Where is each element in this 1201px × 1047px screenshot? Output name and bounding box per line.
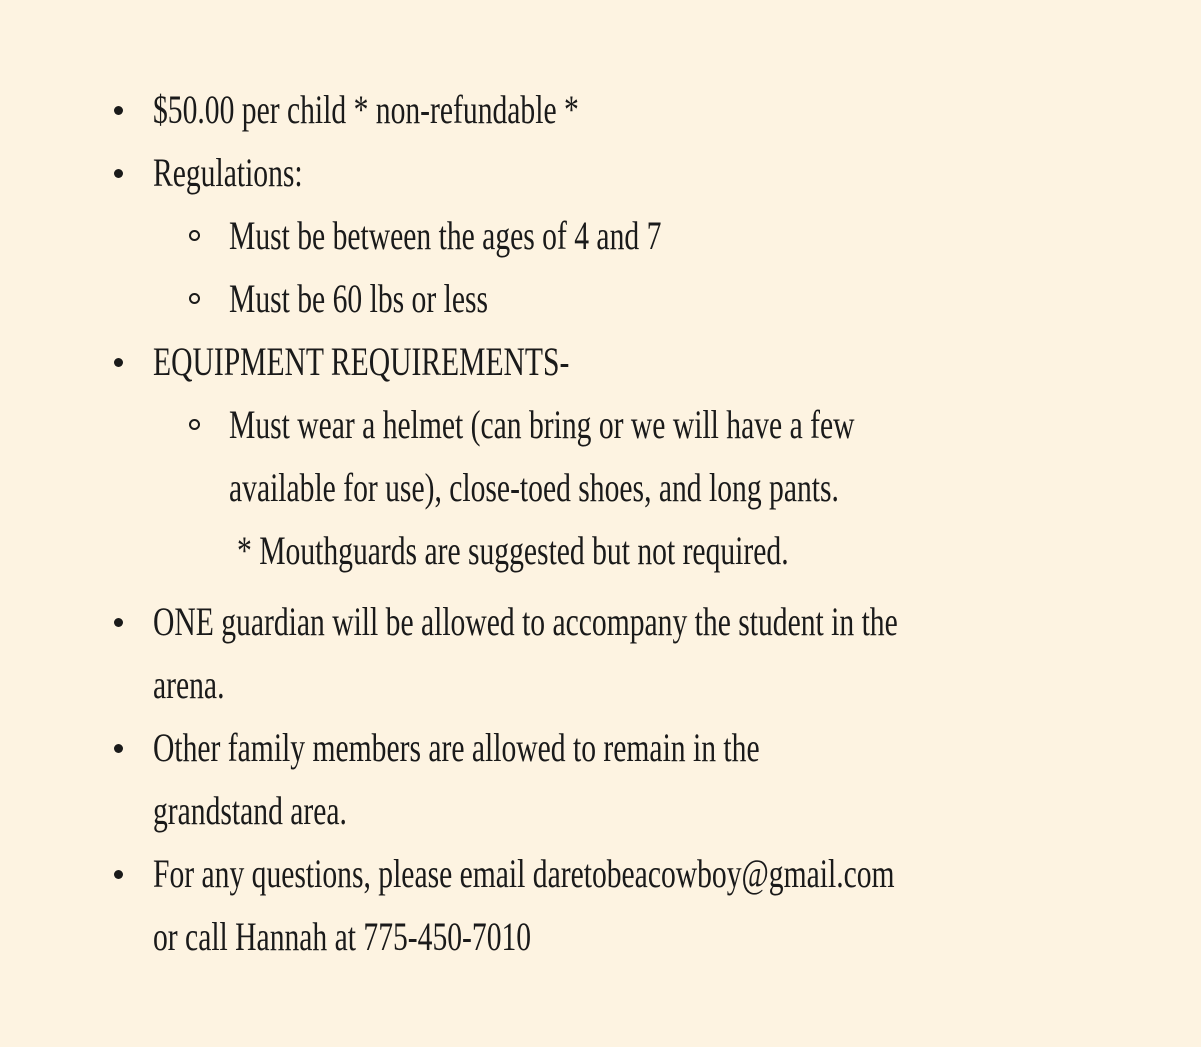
list-item-price (0, 78, 1201, 141)
family-text-line2: grandstand area. (153, 788, 347, 833)
list-item-guardian (0, 590, 1201, 653)
sublist-item-helmet (0, 393, 1201, 456)
helmet-text-line2: available for use), close-toed shoes, and long pants. (229, 465, 839, 510)
bullet (114, 618, 123, 627)
list-item-family-cont (0, 779, 1201, 842)
contact-text-line2: or call Hannah at 775-450-7010 (153, 914, 532, 959)
sublist-item-weight (0, 267, 1201, 330)
list-item-guardian-cont (0, 653, 1201, 716)
bullet (114, 106, 123, 115)
helmet-text-line1: Must wear a helmet (can bring or we will have a few (229, 402, 855, 447)
weight-requirement: Must be 60 lbs or less (229, 276, 488, 321)
mouthguard-text: * Mouthguards are suggested but not required. (237, 528, 789, 573)
guardian-text-line1: ONE guardian will be allowed to accompany the student in the (153, 599, 898, 644)
list-item-contact (0, 842, 1201, 905)
sublist-item-age (0, 204, 1201, 267)
sub-bullet (189, 293, 200, 304)
bullet (114, 744, 123, 753)
equipment-label: EQUIPMENT REQUIREMENTS- (153, 339, 570, 384)
bullet (114, 870, 123, 879)
mouthguard-note (0, 519, 1201, 582)
bullet (114, 169, 123, 178)
price-text: $50.00 per child * non-refundable * (153, 87, 579, 132)
list-item-contact-cont (0, 905, 1201, 968)
contact-text-line1: For any questions, please email daretobeacowboy@gmail.com (153, 851, 895, 896)
sublist-item-helmet-cont (0, 456, 1201, 519)
age-requirement: Must be between the ages of 4 and 7 (229, 213, 662, 258)
sub-bullet (189, 419, 200, 430)
guardian-text-line2: arena. (153, 662, 225, 707)
regulations-label: Regulations: (153, 150, 303, 195)
list-item-family (0, 716, 1201, 779)
info-list (0, 78, 1201, 968)
list-item-equipment (0, 330, 1201, 393)
sub-bullet (189, 230, 200, 241)
list-item-regulations (0, 141, 1201, 204)
bullet (114, 358, 123, 367)
family-text-line1: Other family members are allowed to remain in the (153, 725, 760, 770)
